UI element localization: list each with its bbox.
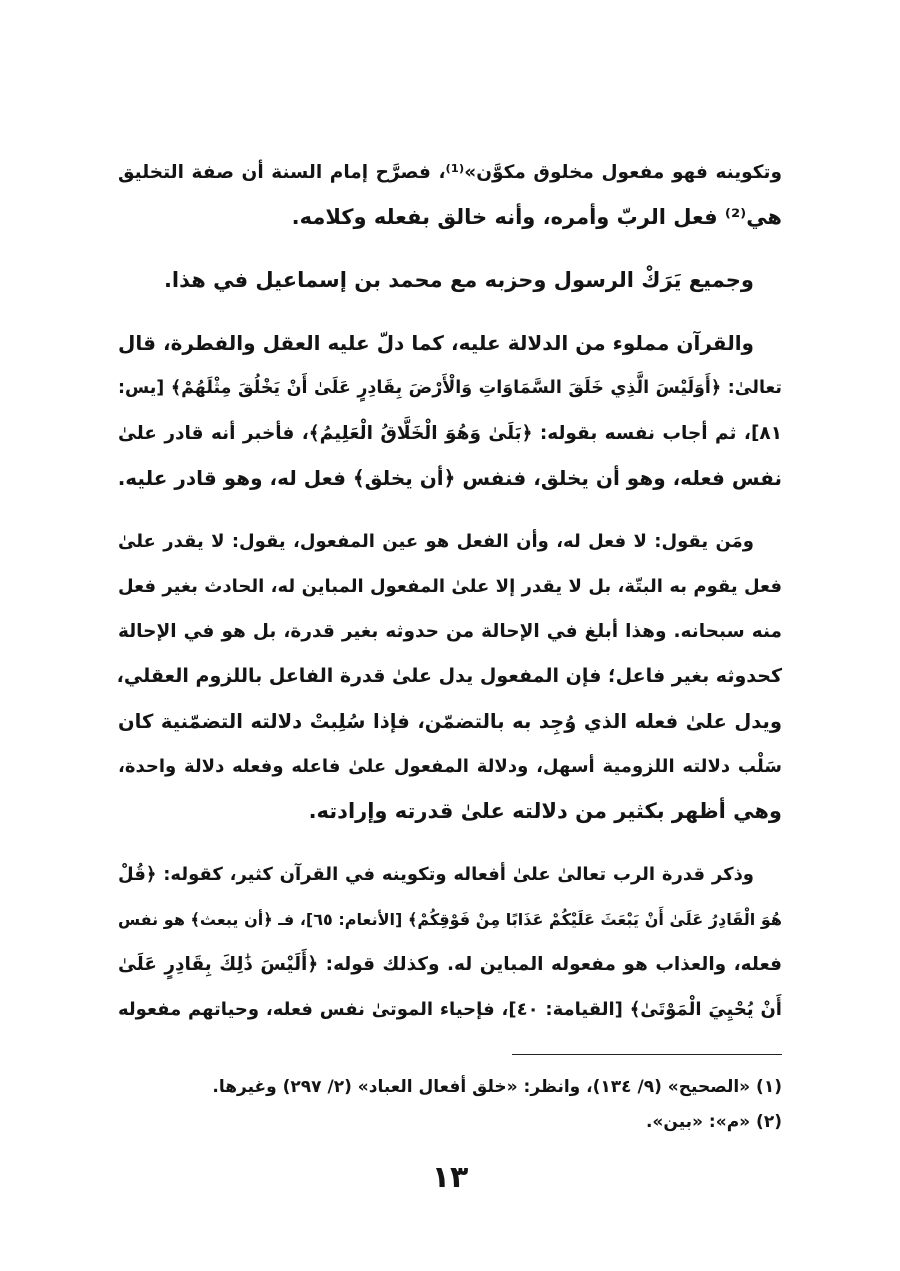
text-line: ويدل علىٰ فعله الذي وُجِد به بالتضمّن، فإذا سُلِبتْ دلالته التضمّنية كان <box>118 710 782 733</box>
footnote-2: (٢) «م»: «بين». <box>645 1112 782 1132</box>
paragraph-2 <box>118 258 782 303</box>
paragraph-5 <box>118 852 782 1032</box>
text-line: وذكر قدرة الرب تعالىٰ علىٰ أفعاله وتكوينه في القرآن كثير، كقوله: ﴿قُلْ <box>118 864 754 885</box>
text-line: كحدوثه بغير فاعل؛ فإن المفعول يدل علىٰ قدرة الفاعل باللزوم العقلي، <box>116 665 782 687</box>
paragraph-3 <box>118 321 782 501</box>
text-line: فعل يقوم به البتّة، بل لا يقدر إلا علىٰ المفعول المباين له، الحادث بغير فعل <box>118 576 782 597</box>
text-line: تعالىٰ: ﴿أَوَلَيْسَ الَّذِي خَلَقَ السَّمَاوَاتِ وَالْأَرْضَ بِقَادِرٍ عَلَىٰ أَنْ يَخْلُقَ مِثْلَهُمْ﴾ [يس: <box>118 378 782 398</box>
main-text <box>118 150 782 1032</box>
footnote-divider <box>512 1054 782 1055</box>
paragraph-1 <box>118 150 782 240</box>
text-line: هُوَ الْقَادِرُ عَلَىٰ أَنْ يَبْعَثَ عَلَيْكُمْ عَذَابًا مِنْ فَوْقِكُمْ﴾ [الأنعام: ٦٥]، فـ ﴿أن يبعث﴾ هو نفس <box>118 910 782 929</box>
text-line: منه سبحانه. وهذا أبلغ في الإحالة من حدوثه بغير قدرة، بل هو في الإحالة <box>118 621 782 642</box>
text-line: وتكوينه فهو مفعول مخلوق مكوَّن»⁽¹⁾، فصرَّح إمام السنة أن صفة التخليق <box>118 162 782 183</box>
text-line: فعله، والعذاب هو مفعوله المباين له. وكذلك قوله: ﴿أَلَيْسَ ذَٰلِكَ بِقَادِرٍ عَلَىٰ <box>118 954 782 975</box>
footnotes <box>118 1070 782 1140</box>
footnote-1: (١) «الصحيح» (٩/ ١٣٤)، وانظر: «خلق أفعال العباد» (٢/ ٢٩٧) وغيرها. <box>212 1077 782 1097</box>
text-line: وهي أظهر بكثير من دلالته علىٰ قدرته وإرادته. <box>308 799 782 823</box>
text-line: ٨١]، ثم أجاب نفسه بقوله: ﴿بَلَىٰ وَهُوَ الْخَلَّاقُ الْعَلِيمُ﴾، فأخبر أنه قادر علىٰ <box>118 423 782 444</box>
text-line: ومَن يقول: لا فعل له، وأن الفعل هو عين المفعول، يقول: لا يقدر علىٰ <box>118 531 754 552</box>
text-line: أَنْ يُحْيِيَ الْمَوْتَىٰ﴾ [القيامة: ٤٠]، فإحياء الموتىٰ نفس فعله، وحياتهم مفعوله <box>118 999 782 1020</box>
paragraph-4 <box>118 519 782 834</box>
text-line: نفس فعله، وهو أن يخلق، فنفس ﴿أن يخلق﴾ فعل له، وهو قادر عليه. <box>117 466 782 490</box>
text-line: والقرآن مملوء من الدلالة عليه، كما دلّ عليه العقل والفطرة، قال <box>118 331 754 355</box>
text-line: سَلْب دلالته اللزومية أسهل، ودلالة المفعول علىٰ فاعله وفعله دلالة واحدة، <box>118 756 782 777</box>
page-number: ١٣ <box>431 1160 469 1195</box>
text-line: وجميع يَرَكْ الرسول وحزبه مع محمد بن إسماعيل في هذا. <box>163 268 754 292</box>
text-line: هي⁽²⁾ فعل الربّ وأمره، وأنه خالق بفعله وكلامه. <box>291 205 782 229</box>
